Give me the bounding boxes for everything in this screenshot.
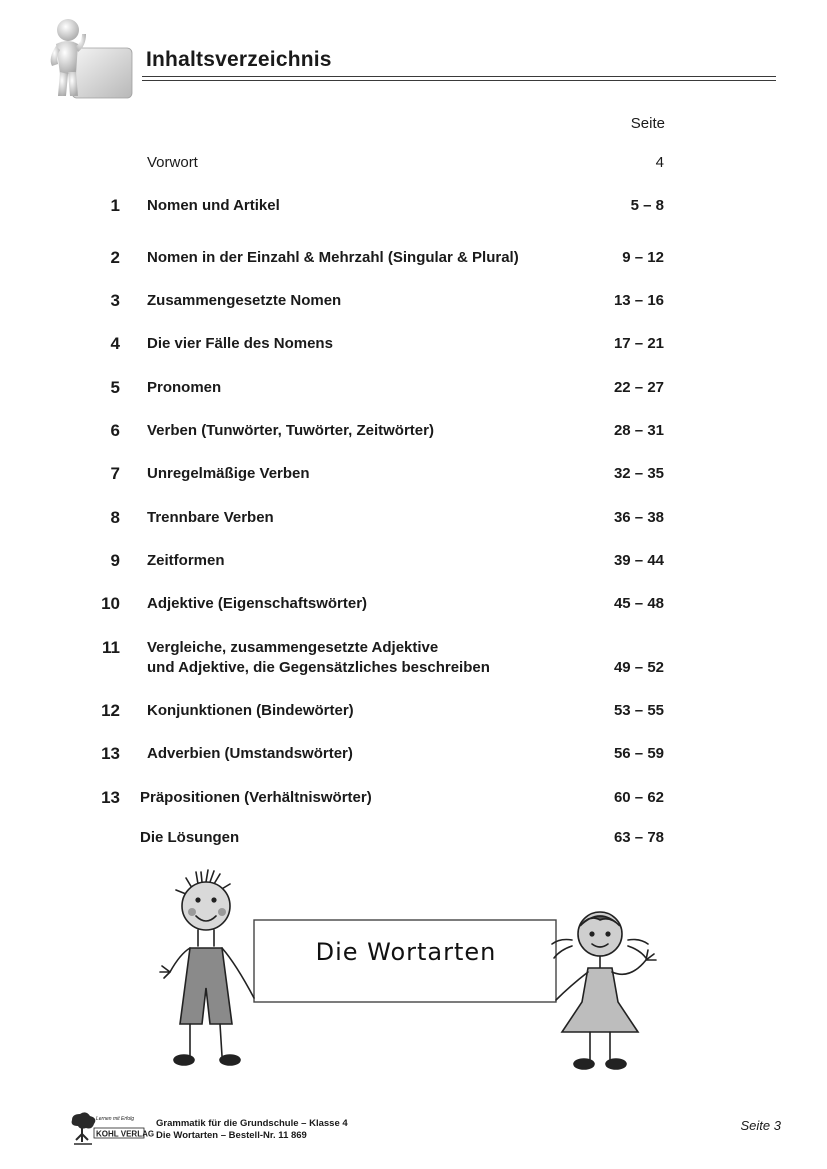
page-title: Inhaltsverzeichnis — [146, 48, 332, 71]
toc-number: 2 — [110, 248, 120, 267]
toc-pages: 39 – 44 — [613, 552, 664, 569]
toc-title: Nomen und Artikel — [147, 197, 280, 214]
toc-title: Zusammengesetzte Nomen — [147, 292, 342, 309]
toc-pages: 63 – 78 — [613, 829, 664, 846]
toc-pages: 56 – 59 — [613, 745, 664, 762]
logo-tagline: Lernen mit Erfolg — [96, 1116, 135, 1122]
seite-column-label: Seite — [630, 115, 665, 132]
toc-number: 1 — [110, 196, 120, 215]
toc-title: Adjektive (Eigenschaftswörter) — [147, 595, 368, 612]
toc-title: Pronomen — [147, 379, 222, 396]
toc-title: Konjunktionen (Bindewörter) — [147, 702, 354, 719]
toc-pages: 9 – 12 — [622, 249, 664, 266]
toc-number: 11 — [102, 638, 120, 657]
children-holding-banner-icon — [140, 868, 670, 1078]
toc-number: 8 — [110, 508, 120, 527]
toc-pages: 13 – 16 — [613, 292, 664, 309]
toc-number: 12 — [101, 701, 120, 720]
toc-number: 9 — [110, 551, 120, 570]
title-rule-top — [142, 76, 776, 77]
banner-text: Die Wortarten — [315, 938, 497, 966]
toc-pages: 17 – 21 — [613, 335, 664, 352]
toc-pages: 45 – 48 — [613, 595, 664, 612]
kohl-verlag-logo — [68, 1108, 155, 1148]
toc-title: Adverbien (Umstandswörter) — [147, 745, 353, 762]
toc-pages: 5 – 8 — [630, 197, 664, 214]
toc-title: Nomen in der Einzahl & Mehrzahl (Singular & Plural) — [147, 249, 519, 266]
toc-title: Die vier Fälle des Nomens — [147, 335, 333, 352]
toc-number: 6 — [110, 421, 120, 440]
toc-pages: 53 – 55 — [613, 702, 664, 719]
toc-number: 3 — [110, 291, 120, 310]
toc-pages: 4 — [655, 154, 664, 171]
toc-number: 13 — [101, 744, 120, 763]
footer-line-2: Die Wortarten – Bestell-Nr. 11 869 — [156, 1130, 307, 1141]
toc-title: Die Lösungen — [140, 829, 240, 846]
toc-pages: 22 – 27 — [613, 379, 664, 396]
title-rule-bottom — [142, 80, 776, 81]
toc-title: Verben (Tunwörter, Tuwörter, Zeitwörter) — [147, 422, 434, 439]
toc-number: 13 — [101, 788, 120, 807]
toc-pages: 32 – 35 — [613, 465, 664, 482]
toc-title: Vergleiche, zusammengesetzte Adjektive — [147, 639, 439, 656]
toc-pages: 60 – 62 — [613, 789, 664, 806]
toc-title: Präpositionen (Verhältniswörter) — [140, 789, 372, 806]
toc-number: 7 — [110, 464, 120, 483]
header-figure-icon — [42, 14, 134, 100]
toc-number: 4 — [110, 334, 120, 353]
toc-number: 5 — [110, 378, 120, 397]
footer-line-1: Grammatik für die Grundschule – Klasse 4 — [156, 1118, 348, 1129]
toc-pages: 28 – 31 — [613, 422, 664, 439]
logo-name: KOHL VERLAG — [96, 1129, 155, 1139]
toc-pages: 36 – 38 — [613, 509, 664, 526]
toc-title-line-2: und Adjektive, die Gegensätzliches beschreiben — [147, 659, 490, 676]
toc-number: 10 — [101, 594, 120, 613]
footer-publication-info — [156, 1118, 348, 1142]
toc-title: Zeitformen — [147, 552, 225, 569]
toc-title: Unregelmäßige Verben — [147, 465, 310, 482]
toc-pages: 49 – 52 — [613, 659, 664, 676]
toc-title: Trennbare Verben — [147, 509, 274, 526]
toc-title: Vorwort — [147, 154, 198, 171]
footer-page-number: Seite 3 — [740, 1118, 781, 1133]
